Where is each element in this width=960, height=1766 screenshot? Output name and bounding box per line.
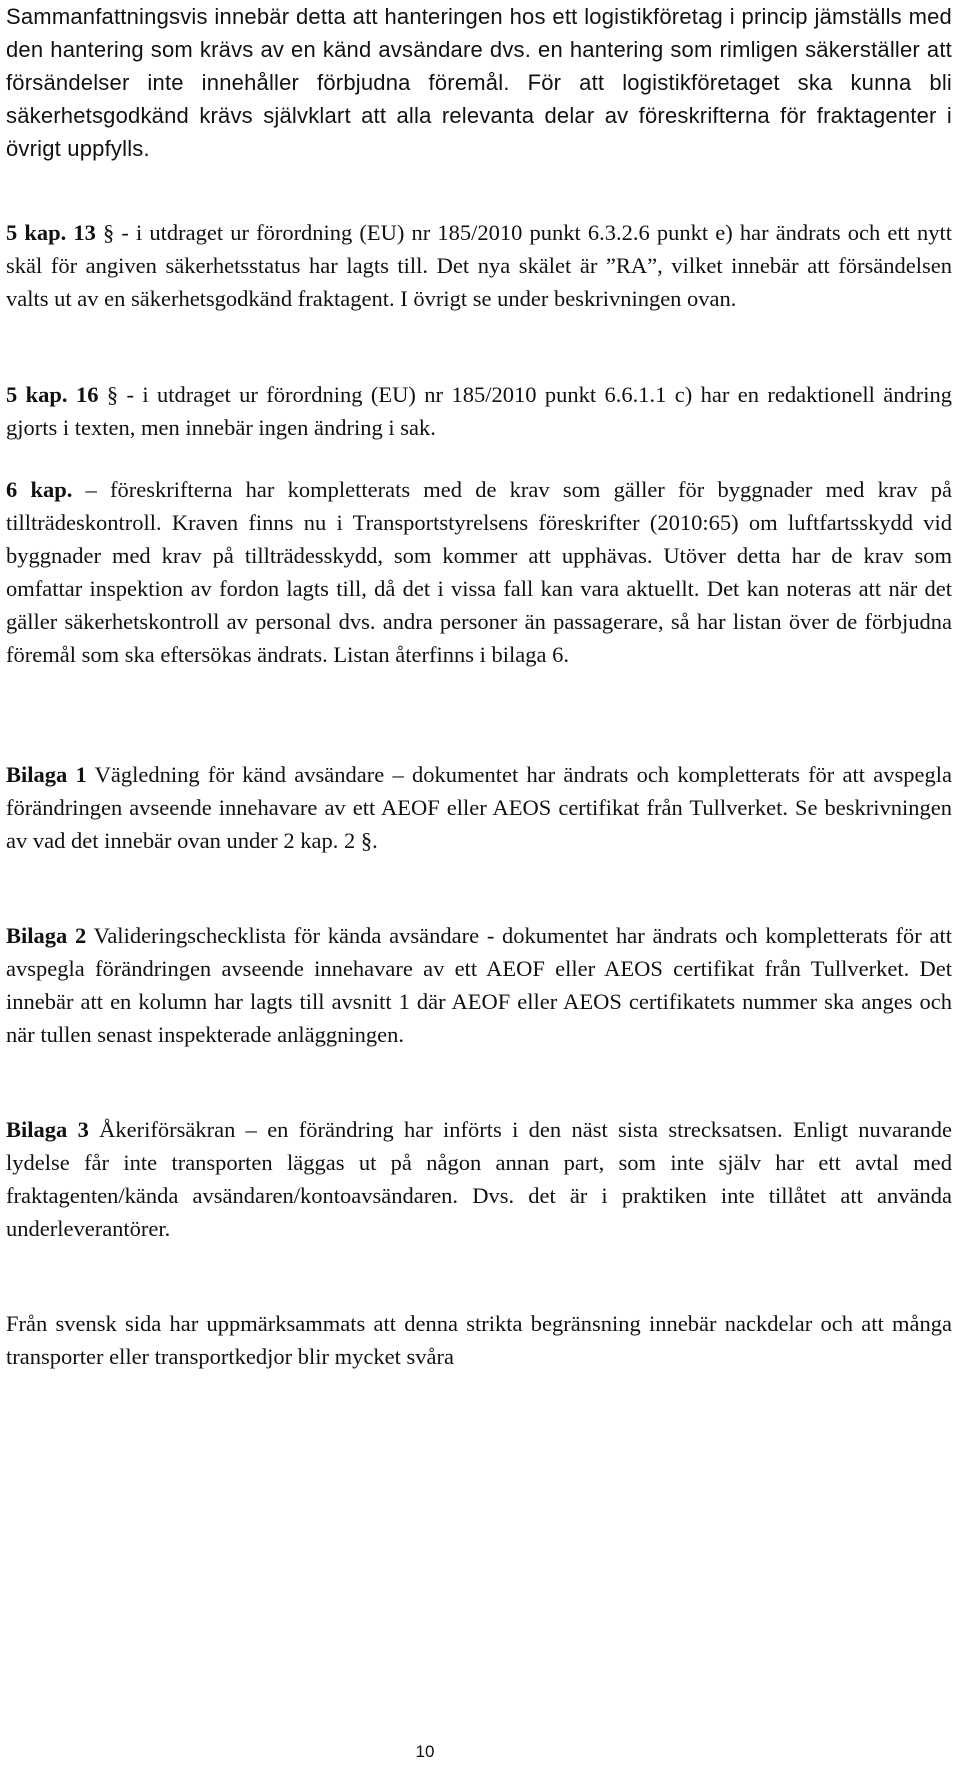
section-ref-bilaga-1: Bilaga 1 — [6, 762, 87, 787]
paragraph-5-kap-13-text: § - i utdraget ur förordning (EU) nr 185/2010 punkt 6.3.2.6 punkt e) har ändrats och ett nytt skäl för angiven säkerhetsstatus har lagts till. Det nya skälet är ”RA”, vilket innebär att försändelsen valts ut av en säkerhetsgodkänd fraktagent. I övrigt se under beskrivningen ovan. — [6, 220, 953, 311]
paragraph-5-kap-16-text: § - i utdraget ur förordning (EU) nr 185/2010 punkt 6.6.1.1 c) har en redaktionell ändring gjorts i texten, men innebär ingen ändring i sak. — [6, 382, 952, 440]
page-number: 10 — [415, 1742, 435, 1761]
section-ref-5-kap-16: 5 kap. 16 — [6, 382, 99, 407]
paragraph-summary-text: Sammanfattningsvis innebär detta att hanteringen hos ett logistikföretag i princip jämställs med den hantering som krävs av en känd avsändare dvs. en hantering som rimligen säkerställer att försändelser inte innehåller förbjudna föremål. För att logistikföretaget ska kunna bli säkerhetsgodkänd krävs självklart att alla relevanta delar av föreskrifterna för fraktagenter i övrigt uppfylls. — [6, 4, 952, 161]
paragraph-summary — [6, 0, 952, 165]
paragraph-5-kap-16 — [6, 378, 952, 444]
section-ref-bilaga-2: Bilaga 2 — [6, 923, 87, 948]
paragraph-bilaga-3-text: Åkeriförsäkran – en förändring har införts i den näst sista strecksatsen. Enligt nuvarande lydelse får inte transporten läggas ut på någon annan part, som inte själv har ett avtal med fraktagenten/kända avsändaren/kontoavsändaren. Dvs. det är i praktiken inte tillåtet att använda underleverantörer. — [6, 1117, 952, 1241]
paragraph-swedish-side — [6, 1307, 952, 1373]
paragraph-bilaga-1 — [6, 758, 952, 857]
paragraph-6-kap — [6, 473, 952, 671]
paragraph-5-kap-13 — [6, 216, 952, 315]
paragraph-bilaga-2 — [6, 919, 952, 1051]
section-ref-6-kap: 6 kap. — [6, 477, 73, 502]
section-ref-bilaga-3: Bilaga 3 — [6, 1117, 89, 1142]
paragraph-bilaga-3 — [6, 1113, 952, 1245]
paragraph-bilaga-1-text: Vägledning för känd avsändare – dokumentet har ändrats och kompletterats för att avspegla förändringen avseende innehavare av ett AEOF eller AEOS certifikat från Tullverket. Se beskrivningen av vad det innebär ovan under 2 kap. 2 §. — [6, 762, 952, 853]
paragraph-bilaga-2-text: Valideringschecklista för kända avsändare - dokumentet har ändrats och kompletterats för att avspegla förändringen avseende innehavare av ett AEOF eller AEOS certifikat från Tullverket. Det innebär att en kolumn har lagts till avsnitt 1 där AEOF eller AEOS certifikatets nummer ska anges och när tullen senast inspekterade anläggningen. — [6, 923, 953, 1047]
section-ref-5-kap-13: 5 kap. 13 — [6, 220, 96, 245]
paragraph-swedish-side-text: Från svensk sida har uppmärksammats att denna strikta begränsning innebär nackdelar och att många transporter eller transportkedjor blir mycket svåra — [6, 1311, 952, 1369]
paragraph-6-kap-text: – föreskrifterna har kompletterats med de krav som gäller för byggnader med krav på tillträdeskontroll. Kraven finns nu i Transportstyrelsens föreskrifter (2010:65) om luftfartsskydd vid byggnader med krav på tillträdesskydd, som kommer att upphävas. Utöver detta har de krav som omfattar inspektion av fordon lagts till, då det i vissa fall kan vara aktuellt. Det kan noteras att när det gäller säkerhetskontroll av personal dvs. andra personer än passagerare, så har listan över de förbjudna föremål som ska eftersökas ändrats. Listan återfinns i bilaga 6. — [6, 477, 953, 667]
